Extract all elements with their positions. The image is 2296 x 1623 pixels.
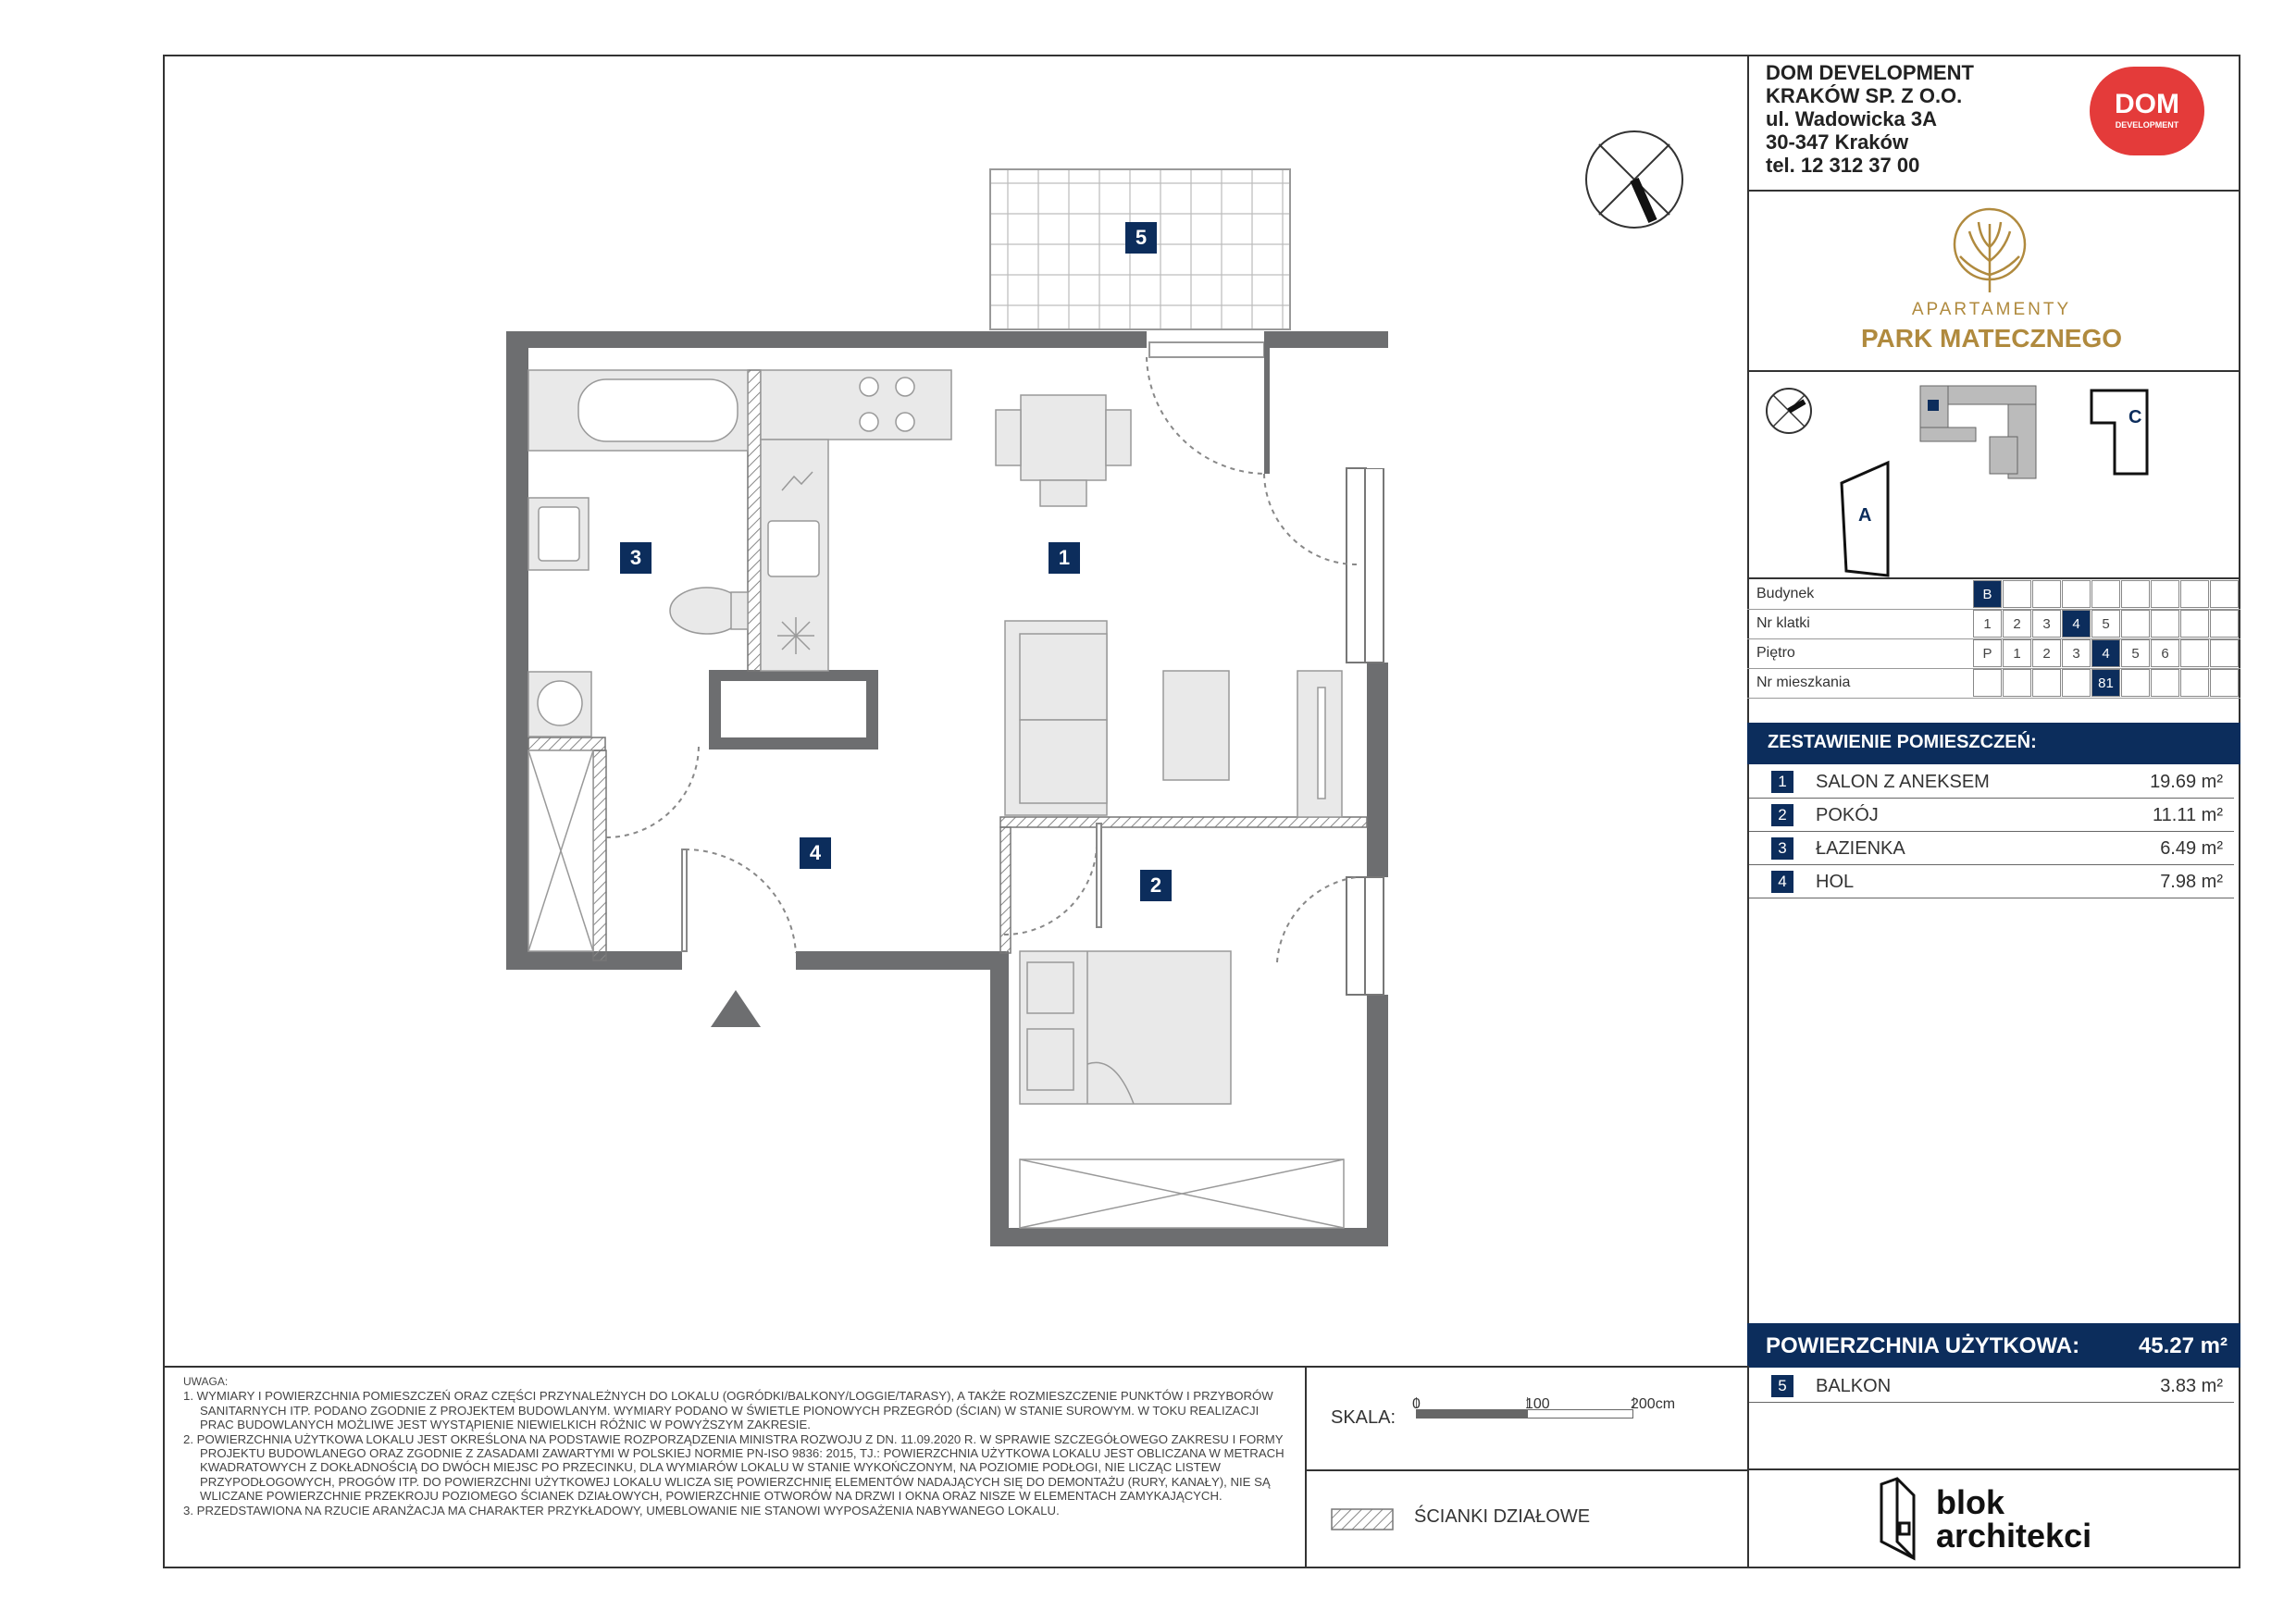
notes-top-line [163, 1366, 1749, 1368]
tree-logo-icon [1951, 205, 2029, 294]
scale-tick-0: 0 [1412, 1396, 1421, 1412]
room-marker-1: 1 [1049, 542, 1080, 574]
info-cell: 4 [2091, 639, 2120, 667]
total-area-label: POWIERZCHNIA UŻYTKOWA: [1766, 1333, 2080, 1358]
walls [506, 331, 1388, 1246]
door-leaves [682, 824, 1101, 951]
info-cell: P [1973, 639, 2002, 667]
room-num: 3 [1771, 837, 1793, 860]
architect-line-1: blok [1936, 1483, 2005, 1521]
info-cell [2210, 610, 2239, 638]
room-num: 5 [1771, 1375, 1793, 1397]
site-compass-icon [1767, 389, 1811, 433]
room-name: SALON Z ANEKSEM [1816, 772, 1990, 792]
room-name: ŁAZIENKA [1816, 838, 1905, 859]
room-row [1749, 765, 2234, 799]
company-address-1: ul. Wadowicka 3A [1766, 107, 1938, 130]
info-cell: 6 [2151, 639, 2179, 667]
room-num: 1 [1771, 771, 1793, 793]
note-1: 1. WYMIARY I POWIERZCHNIA POMIESZCZEŃ ORAZ CZĘŚCI PRZYNALEŻNYCH DO LOKALU (OGRÓDKI/BALKONY/LOGGIE/TARASY), A TAKŻE ROZMIESZCZENIE PUNKTÓW I PRZYBORÓW SANITARNYCH ITP. PODANO ZGODNIE Z PROJEKTEM BUDOWLANYM. WYMIARY PODANO W ŚWIETLE PIONOWYCH PRZEGRÓD (ŚCIAN) W STANIE SUROWYM. W TOKU REALIZACJI PRAC BUDOWLANYCH MOŻLIWE JEST WYSTĄPIENIE NIEWIELKICH RÓŻNIC W POWYŻSZYM ZAKRESIE. [183, 1389, 1273, 1432]
company-phone: tel. 12 312 37 00 [1766, 154, 1920, 177]
room-row [1749, 832, 2234, 865]
info-cell [2032, 669, 2061, 697]
note-3: 3. PRZEDSTAWIONA NA RZUCIE ARANŻACJA MA CHARAKTER PRZYKŁADOWY, UMEBLOWANIE NIE STANOWI WYPOSAŻENIA NABYWANEGO LOKALU. [183, 1503, 1060, 1518]
room-area: 3.83 m² [2160, 1376, 2223, 1396]
info-cell [2180, 669, 2209, 697]
info-cell [2151, 580, 2179, 608]
info-cell [2121, 610, 2150, 638]
living-furniture [996, 395, 1342, 817]
partition-legend-swatch [1331, 1508, 1394, 1530]
room-row [1749, 799, 2234, 832]
info-cell: 1 [2003, 639, 2031, 667]
info-cell [2210, 639, 2239, 667]
info-cell [2151, 669, 2179, 697]
architect-line-2: architekci [1936, 1517, 2092, 1555]
logo-sub: DEVELOPMENT [2115, 120, 2179, 130]
info-cell [2180, 580, 2209, 608]
scale-tick-100: 100 [1525, 1396, 1550, 1412]
info-cell [2003, 669, 2031, 697]
shaft-void [721, 681, 866, 737]
info-row-label: Nr mieszkania [1756, 675, 1851, 690]
architect-logo-icon [1877, 1477, 1932, 1562]
info-cell: 5 [2091, 610, 2120, 638]
info-cell: 2 [2003, 610, 2031, 638]
room-marker-3: 3 [620, 542, 652, 574]
info-cell [2032, 580, 2061, 608]
company-address-2: 30-347 Kraków [1766, 130, 1909, 154]
info-cell [2210, 669, 2239, 697]
balcony-row [1749, 1369, 2234, 1403]
logo-main: DOM [2115, 89, 2179, 119]
total-area-bar [1747, 1323, 2240, 1368]
info-cell: 3 [2032, 610, 2061, 638]
info-cell [2062, 669, 2091, 697]
balcony-door-frame [1149, 342, 1264, 357]
room-area: 6.49 m² [2160, 838, 2223, 859]
site-label-a: A [1858, 505, 1872, 526]
partition-legend-label: ŚCIANKI DZIAŁOWE [1414, 1506, 1591, 1527]
room-area: 11.11 m² [2153, 805, 2223, 825]
info-cell [2091, 580, 2120, 608]
note-2: 2. POWIERZCHNIA UŻYTKOWA LOKALU JEST OKREŚLONA NA PODSTAWIE ROZPORZĄDZENIA MINISTRA ROZWOJU Z DN. 11.09.2020 R. W SPRAWIE SZCZEGÓŁOWEGO ZAKRESU I FORMY PROJEKTU BUDOWLANEGO ORAZ ZGODNIE Z ZASADAMI ZAWARTYMI W POLSKIEJ NORMIE PN-ISO 9836: 2015, TJ.: POWIERZCHNIA UŻYTKOWA LOKALU JEST OBLICZANA W METRACH KWADRATOWYCH Z DOKŁADNOŚCIĄ DO DWÓCH MIEJSC PO PRZECINKU, DLA WYMIARÓW LOKALU W STANIE WYKOŃCZONYM, NA POZIOMIE PODŁOGI, NIE LICZĄC LISTEW PRZYPODŁOGOWYCH, PROGÓW ITP. DO POWIERZCHNI UŻYTKOWEJ LOKALU WLICZA SIĘ POWIERZCHNIĘ ELEMENTÓW NADAJĄCYCH SIĘ DO DEMONTAŻU (RURY, KANAŁY), NIE SĄ WLICZANE POWIERZCHNIE PRZEKROJU POZIOMEGO ŚCIANEK DZIAŁOWYCH, POWIERZCHNIE OTWORÓW NA DRZWI I OKNA ORAZ NISZE W ELEMENTACH ZAMYKAJĄCYCH. [183, 1431, 1285, 1504]
room-name: POKÓJ [1816, 805, 1879, 825]
room-name: HOL [1816, 872, 1855, 892]
room-marker-2: 2 [1140, 870, 1172, 901]
room-marker-4: 4 [800, 837, 831, 869]
bedroom-furniture [1020, 951, 1344, 1228]
partition-wall [748, 370, 761, 671]
bathroom-fixtures [528, 370, 748, 951]
notes-title: UWAGA: [183, 1375, 229, 1388]
scale-label: SKALA: [1331, 1407, 1396, 1428]
notes-block [183, 1375, 1294, 1518]
site-plan [1749, 372, 2240, 577]
info-cell [1973, 669, 2002, 697]
company-name-1: DOM DEVELOPMENT [1766, 61, 1974, 84]
room-num: 4 [1771, 871, 1793, 893]
room-area: 7.98 m² [2160, 872, 2223, 892]
info-cell: 2 [2032, 639, 2061, 667]
info-cell [2180, 639, 2209, 667]
rooms-header: ZESTAWIENIE POMIESZCZEŃ: [1747, 723, 2240, 764]
info-cell: 81 [2091, 669, 2120, 697]
room-marker-5: 5 [1125, 222, 1157, 254]
info-row-label: Nr klatki [1756, 615, 1810, 631]
scale-bar-dark [1416, 1409, 1527, 1419]
info-cell: 3 [2062, 639, 2091, 667]
brand-line-1: APARTAMENTY [1911, 300, 2072, 319]
info-cell [2151, 610, 2179, 638]
info-cell [2003, 580, 2031, 608]
site-label-c: C [2128, 407, 2142, 427]
total-area-value: 45.27 m² [2138, 1333, 2228, 1358]
info-cell [2062, 580, 2091, 608]
room-area: 19.69 m² [2150, 772, 2223, 792]
info-cell: 5 [2121, 639, 2150, 667]
info-cell [2121, 669, 2150, 697]
room-name: BALKON [1816, 1376, 1892, 1396]
company-name-2: KRAKÓW SP. Z O.O. [1766, 84, 1963, 107]
info-cell [2210, 580, 2239, 608]
info-cell [2121, 580, 2150, 608]
scale-tick-200: 200cm [1631, 1396, 1676, 1412]
room-num: 2 [1771, 804, 1793, 826]
room-row [1749, 865, 2234, 898]
compass-icon [1586, 131, 1682, 228]
info-cell: 1 [1973, 610, 2002, 638]
info-row-label: Budynek [1756, 586, 1815, 601]
info-cell: B [1973, 580, 2002, 608]
info-cell: 4 [2062, 610, 2091, 638]
company-info [1766, 61, 1974, 177]
kitchen-fixtures [761, 370, 951, 671]
brand-line-2: PARK MATECZNEGO [1860, 324, 2123, 353]
info-cell [2180, 610, 2209, 638]
dom-development-logo [2090, 67, 2204, 155]
info-row-label: Piętro [1756, 645, 1795, 661]
